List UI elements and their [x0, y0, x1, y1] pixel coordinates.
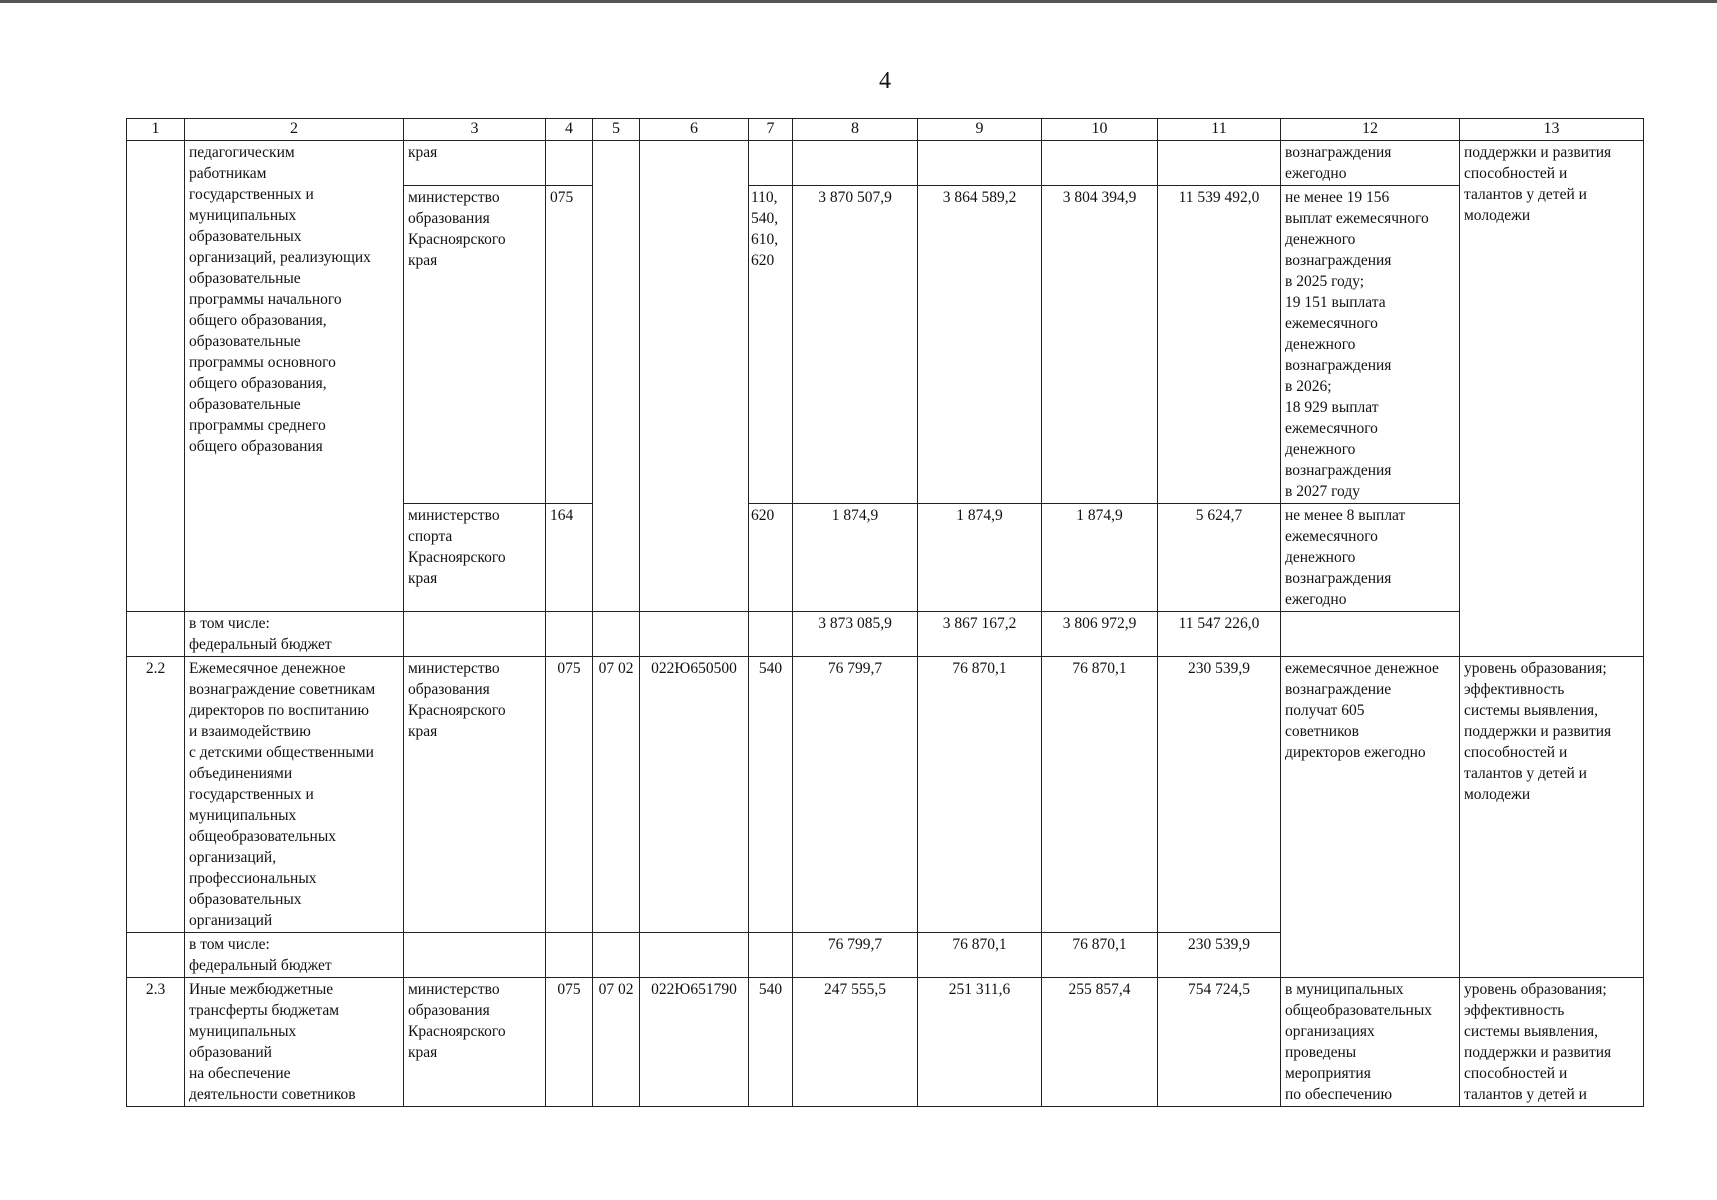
col-header-8: 8 — [793, 119, 918, 141]
year-2026-cell: 76 870,1 — [918, 933, 1042, 978]
grbs-cell: 075 — [546, 186, 593, 504]
indicator-cell: уровень образования; эффективность системы выявления, поддержки и развития способностей и талантов у детей и молодежи — [1460, 657, 1644, 978]
year-2027-cell: 3 806 972,9 — [1042, 612, 1158, 657]
table-row-2-3 — [127, 978, 1644, 1107]
measure-name-cell: в том числе: федеральный бюджет — [185, 933, 404, 978]
col-header-4: 4 — [546, 119, 593, 141]
year-2025-cell: 247 555,5 — [793, 978, 918, 1107]
year-2026-cell: 1 874,9 — [918, 504, 1042, 612]
table-row-2-2 — [127, 657, 1644, 933]
executor-cell: министерство спорта Красноярского края — [404, 504, 546, 612]
executor-cell — [404, 612, 546, 657]
target-item-cell: 022Ю651790 — [640, 978, 749, 1107]
year-2025-cell: 76 799,7 — [793, 933, 918, 978]
expected-result-cell — [1281, 612, 1460, 657]
executor-cell: министерство образования Красноярского края — [404, 186, 546, 504]
expense-type-cell — [749, 933, 793, 978]
expected-result-cell: не менее 8 выплат ежемесячного денежного вознаграждения ежегодно — [1281, 504, 1460, 612]
year-2026-cell: 76 870,1 — [918, 657, 1042, 933]
year-2025-cell: 76 799,7 — [793, 657, 918, 933]
expected-result-cell: вознаграждения ежегодно — [1281, 141, 1460, 186]
executor-cell: министерство образования Красноярского края — [404, 978, 546, 1107]
col-header-3: 3 — [404, 119, 546, 141]
col-header-10: 10 — [1042, 119, 1158, 141]
section-cell — [593, 933, 640, 978]
target-item-cell — [640, 612, 749, 657]
measure-name-cell: педагогическим работникам государственных и муниципальных образовательных организаций, реализующих образовательные программы начального общего образования, образовательные программы основного общего образования, образовательные программы среднего общего образования — [185, 141, 404, 612]
year-2025-cell: 3 870 507,9 — [793, 186, 918, 504]
target-item-cell — [640, 933, 749, 978]
year-2025-cell: 1 874,9 — [793, 504, 918, 612]
year-2027-cell: 76 870,1 — [1042, 933, 1158, 978]
grbs-cell: 075 — [546, 657, 593, 933]
year-2027-cell: 255 857,4 — [1042, 978, 1158, 1107]
executor-cell: министерство образования Красноярского края — [404, 657, 546, 933]
expense-type-cell — [749, 612, 793, 657]
measure-name-cell: Ежемесячное денежное вознаграждение советникам директоров по воспитанию и взаимодействию с детскими общественными объединениями государственных и муниципальных общеобразовательных организаций, профессиональных образовательных организаций — [185, 657, 404, 933]
executor-cell — [404, 933, 546, 978]
col-header-11: 11 — [1158, 119, 1281, 141]
row-number-cell — [127, 612, 185, 657]
col-header-12: 12 — [1281, 119, 1460, 141]
grbs-cell — [546, 612, 593, 657]
measure-name-cell: Иные межбюджетные трансферты бюджетам муниципальных образований на обеспечение деятельности советников — [185, 978, 404, 1107]
col-header-6: 6 — [640, 119, 749, 141]
year-2025-cell — [793, 141, 918, 186]
expense-type-cell: 540 — [749, 657, 793, 933]
total-cell: 754 724,5 — [1158, 978, 1281, 1107]
target-item-cell: 022Ю650500 — [640, 657, 749, 933]
row-number-cell — [127, 933, 185, 978]
expense-type-cell — [749, 141, 793, 186]
executor-cell: края — [404, 141, 546, 186]
expense-type-cell: 540 — [749, 978, 793, 1107]
section-cell — [593, 612, 640, 657]
indicator-cell: поддержки и развития способностей и талантов у детей и молодежи — [1460, 141, 1644, 657]
year-2025-cell: 3 873 085,9 — [793, 612, 918, 657]
col-header-1: 1 — [127, 119, 185, 141]
expected-result-cell: не менее 19 156 выплат ежемесячного денежного вознаграждения в 2025 году; 19 151 выплата ежемесячного денежного вознаграждения в 2026; 18 929 выплат ежемесячного денежного вознаграждения в 2027 году — [1281, 186, 1460, 504]
col-header-7: 7 — [749, 119, 793, 141]
expense-type-cell: 110, 540, 610, 620 — [749, 186, 793, 504]
header-row — [127, 119, 1644, 141]
total-cell: 230 539,9 — [1158, 933, 1281, 978]
total-cell: 11 547 226,0 — [1158, 612, 1281, 657]
indicator-cell: уровень образования; эффективность системы выявления, поддержки и развития способностей и талантов у детей и — [1460, 978, 1644, 1107]
total-cell: 230 539,9 — [1158, 657, 1281, 933]
section-cell — [593, 141, 640, 612]
total-cell: 11 539 492,0 — [1158, 186, 1281, 504]
year-2026-cell: 3 864 589,2 — [918, 186, 1042, 504]
top-rule — [0, 0, 1717, 3]
col-header-2: 2 — [185, 119, 404, 141]
grbs-cell — [546, 141, 593, 186]
table-row-continuation — [127, 141, 1644, 186]
col-header-9: 9 — [918, 119, 1042, 141]
grbs-cell: 164 — [546, 504, 593, 612]
year-2027-cell: 3 804 394,9 — [1042, 186, 1158, 504]
col-header-13: 13 — [1460, 119, 1644, 141]
grbs-cell: 075 — [546, 978, 593, 1107]
total-cell — [1158, 141, 1281, 186]
total-cell: 5 624,7 — [1158, 504, 1281, 612]
year-2027-cell: 1 874,9 — [1042, 504, 1158, 612]
year-2027-cell — [1042, 141, 1158, 186]
program-table — [126, 118, 1644, 1107]
col-header-5: 5 — [593, 119, 640, 141]
year-2026-cell: 3 867 167,2 — [918, 612, 1042, 657]
section-cell: 07 02 — [593, 978, 640, 1107]
section-cell: 07 02 — [593, 657, 640, 933]
expense-type-cell: 620 — [749, 504, 793, 612]
row-number-cell: 2.2 — [127, 657, 185, 933]
table-row-federal-subtotal — [127, 612, 1644, 657]
expected-result-cell: ежемесячное денежное вознаграждение получат 605 советников директоров ежегодно — [1281, 657, 1460, 978]
measure-name-cell: в том числе: федеральный бюджет — [185, 612, 404, 657]
page-number: 4 — [879, 68, 891, 94]
row-number-cell — [127, 141, 185, 612]
row-number-cell: 2.3 — [127, 978, 185, 1107]
year-2027-cell: 76 870,1 — [1042, 657, 1158, 933]
grbs-cell — [546, 933, 593, 978]
year-2026-cell: 251 311,6 — [918, 978, 1042, 1107]
year-2026-cell — [918, 141, 1042, 186]
expected-result-cell: в муниципальных общеобразовательных организациях проведены мероприятия по обеспечению — [1281, 978, 1460, 1107]
target-item-cell — [640, 141, 749, 612]
